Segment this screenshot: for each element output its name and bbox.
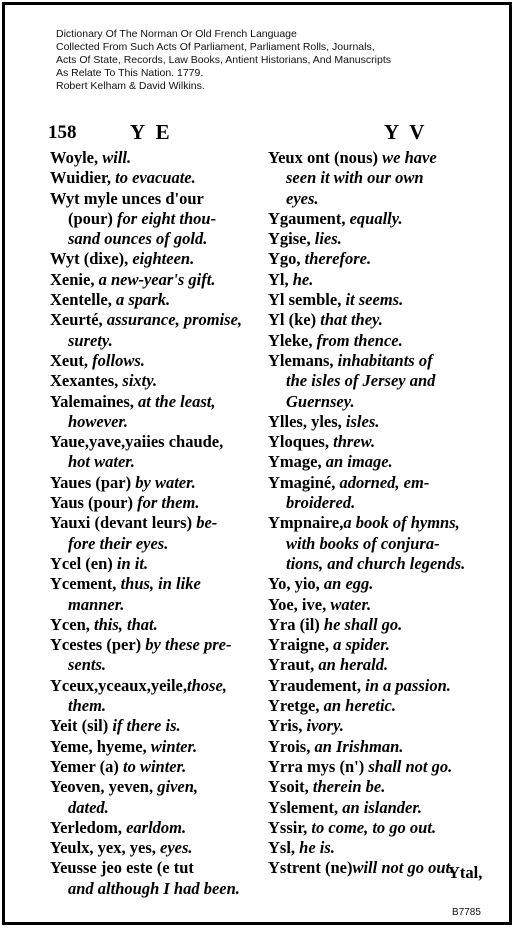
entry-line [268,209,490,229]
dictionary-entry [268,818,490,838]
headword: Yra (il) [268,614,324,634]
entry-line [50,757,272,777]
citation-header [56,28,496,93]
headword: Yaue,yave,yaiies chaude, [50,432,224,452]
definition: earldom. [126,817,187,837]
dictionary-entry [268,635,490,655]
dictionary-entry [50,493,272,513]
definition: manner. [68,594,125,614]
dictionary-entry [50,615,272,635]
dictionary-entry [268,716,490,736]
definition: he is. [299,838,335,858]
definition: dated. [68,797,109,817]
headword: Xenie, [50,269,99,289]
dictionary-entry [268,351,490,412]
entry-line [50,554,272,574]
headword: Yaues (par) [50,472,136,492]
headword: Xeut, [50,350,93,370]
dictionary-entry [50,635,272,676]
dictionary-entry [50,554,272,574]
entry-line [268,615,490,635]
dictionary-entry [268,676,490,696]
entry-line [268,270,490,290]
headword: Yrra mys (n') [268,756,369,776]
entry-line [50,838,272,858]
headword: Yraut, [268,655,319,675]
definition: given, [157,777,199,797]
headword: Yl semble, [268,290,346,310]
definition: will not go out. [352,858,455,878]
headword: Ycestes (per) [50,635,146,655]
dictionary-entry [50,351,272,371]
citation-line: As Relate To This Nation. 1779. [56,67,204,79]
entry-line [268,838,490,858]
dictionary-entry [268,696,490,716]
dictionary-entry [50,310,272,351]
definition: it seems. [345,290,404,310]
entry-line [268,148,490,168]
entry-line [50,595,272,615]
dictionary-entry [268,432,490,452]
entry-line [50,879,272,899]
definition: eyes. [160,838,193,858]
entry-line [50,858,272,878]
entry-line [268,168,490,188]
dictionary-entry [268,655,490,675]
definition: for them. [137,493,200,513]
dictionary-entry [268,838,490,858]
entry-line [268,554,490,574]
headword: Yloques, [268,432,334,452]
entry-line [50,270,272,290]
definition: in a passion. [365,675,451,695]
dictionary-entry [268,148,490,209]
dictionary-entry [268,270,490,290]
dictionary-entry [50,168,272,188]
entry-line [50,615,272,635]
headword: Yssir, [268,817,312,837]
definition: Guernsey. [286,391,355,411]
catchword: Ytal, [448,863,483,882]
definition: fore their eyes. [68,533,169,553]
entry-line [50,798,272,818]
dictionary-entry [50,290,272,310]
entry-line [50,168,272,188]
entry-line [268,716,490,736]
definition: shall not go. [368,756,453,776]
dictionary-entry [268,331,490,351]
headword: Yalemaines, [50,391,138,411]
entry-line [268,229,490,249]
entry-line [268,595,490,615]
dictionary-entry [50,716,272,736]
entry-line [50,737,272,757]
entry-line [268,676,490,696]
headword: Yeux ont (nous) [268,148,383,167]
definition: hot water. [68,452,135,472]
entry-line [268,696,490,716]
entry-line [268,371,490,391]
definition: an heretic. [323,696,397,716]
entry-line [50,818,272,838]
entry-line [50,189,272,209]
definition: therein be. [312,777,386,797]
definition: in it. [116,553,149,573]
definition: eyes. [286,188,319,208]
definition: tions, and church legends. [286,553,466,573]
headword: Yeulx, yex, yes, [50,838,160,858]
dictionary-entry [268,452,490,472]
headword: Yeit (sil) [50,716,113,736]
dictionary-entry [50,148,272,168]
entry-line [268,513,490,533]
dictionary-entry [50,777,272,818]
dictionary-entry [50,737,272,757]
entry-line [50,249,272,269]
headword: Ygaument, [268,208,350,228]
headword: (pour) [68,208,118,228]
definition: sixty. [122,371,158,391]
dictionary-entry [268,757,490,777]
entry-line [268,310,490,330]
definition: therefore. [304,249,372,269]
headword: Ympnaire, [268,513,344,533]
dictionary-entry [50,249,272,269]
dictionary-entry [50,838,272,858]
definition: by these pre- [145,635,232,655]
dictionary-entry [268,777,490,797]
definition: adorned, em- [339,472,430,492]
definition: the isles of Jersey and [286,371,436,391]
entry-line [50,452,272,472]
headword: Yslement, [268,797,343,817]
definition: that they. [320,310,383,330]
headword: Ymaginé, [268,472,340,492]
dictionary-entry [50,676,272,717]
entry-line [50,351,272,371]
entry-line [268,473,490,493]
entry-line [268,249,490,269]
entry-line [268,757,490,777]
definition: an herald. [318,655,389,675]
running-head [48,120,488,146]
definition: a spider. [333,635,390,655]
headword: Ycel (en) [50,553,117,573]
definition: for eight thou- [117,208,217,228]
definition: a book of hymns, [343,513,460,533]
headword: Yraigne, [268,635,334,655]
entry-line [50,412,272,432]
headword: Xentelle, [50,290,116,310]
dictionary-entry [268,595,490,615]
definition: an image. [325,452,393,472]
right-column [268,148,490,879]
citation-line: Collected From Such Acts Of Parliament, Parliament Rolls, Journals, [56,41,375,53]
headword: Ysoit, [268,777,313,797]
definition: and although I had been. [68,878,240,898]
headword: Yrois, [268,736,315,756]
definition: sand ounces of gold. [68,229,208,249]
definition: seen it with our own [286,168,424,188]
definition: surety. [68,330,113,350]
definition: those, [187,675,227,695]
definition: assurance, promise, [106,310,243,330]
definition: them. [68,696,107,716]
dictionary-entry [50,371,272,391]
headword: Wuidier, [50,168,116,188]
headword: Yaus (pour) [50,493,138,513]
dictionary-entry [268,737,490,757]
entry-line [268,331,490,351]
dictionary-entry [268,574,490,594]
definition: with books of conjura- [286,533,440,553]
citation-line: Robert Kelham & David Wilkins. [56,80,205,92]
definition: isles. [345,411,380,431]
dictionary-entry [268,473,490,514]
headword: Yemer (a) [50,756,123,776]
dictionary-entry [50,432,272,473]
definition: ivory. [306,716,344,736]
headword: Ystrent (ne) [268,858,353,878]
headword: Yeme, hyeme, [50,736,151,756]
definition: we have [382,148,437,167]
dictionary-entry [50,818,272,838]
definition: equally. [349,208,403,228]
definition: lies. [314,229,342,249]
entry-line [50,229,272,249]
headword: Ygise, [268,229,315,249]
headword: Woyle, [50,148,103,167]
headword: Yo, yio, [268,574,324,594]
entry-line [268,777,490,797]
headword: Yauxi (devant leurs) [50,513,197,533]
definition: an egg. [323,574,374,594]
entry-line [268,798,490,818]
dictionary-entry [50,189,272,250]
dictionary-entry [268,615,490,635]
entry-line [50,777,272,797]
left-column [50,148,272,899]
headword: Yraudement, [268,675,366,695]
entry-line [50,310,272,330]
entry-line [50,696,272,716]
headword: Xeurté, [50,310,107,330]
headword: Yeoven, yeven, [50,777,158,797]
entry-line [268,818,490,838]
dictionary-entry [50,574,272,615]
definition: an islander. [342,797,423,817]
headword: Yeusse jeo este (e tut [50,858,194,878]
headword: Ycen, [50,614,94,634]
entry-line [50,148,272,168]
entry-line [268,534,490,554]
entry-line [268,493,490,513]
entry-line [50,513,272,533]
entry-line [268,452,490,472]
definition: be- [196,513,218,533]
headword: Wyt (dixe), [50,249,133,269]
headword: Yris, [268,716,307,736]
headword: Ysl, [268,838,300,858]
headword: Ylles, yles, [268,411,346,431]
entry-line [50,574,272,594]
dictionary-entry [50,757,272,777]
dictionary-entry [50,513,272,554]
citation-line: Dictionary Of The Norman Or Old French Language [56,28,297,40]
headword: Ylemans, [268,350,338,370]
definition: he. [292,269,314,289]
headword: Yl, [268,269,293,289]
definition: from thence. [316,330,403,350]
entry-line [268,290,490,310]
dictionary-entry [268,229,490,249]
entry-line [50,290,272,310]
entry-line [50,209,272,229]
definition: by water. [135,472,196,492]
definition: inhabitants of [337,350,433,370]
entry-line [50,635,272,655]
definition: sents. [68,655,107,675]
headword: Yretge, [268,696,324,716]
headword: Yleke, [268,330,317,350]
definition: thus, in like [120,574,201,594]
definition: at the least, [138,391,216,411]
definition: a spark. [115,290,171,310]
headword: Yceux,yceaux,yeile, [50,675,188,695]
entry-line [50,392,272,412]
headword: Ymage, [268,452,326,472]
definition: if there is. [112,716,181,736]
definition: will. [102,148,132,167]
dictionary-entry [268,249,490,269]
entry-line [268,412,490,432]
headword: Yoe, ive, [268,594,331,614]
entry-line [268,737,490,757]
definition: threw. [333,432,376,452]
headword: Yl (ke) [268,310,321,330]
dictionary-entry [50,473,272,493]
dictionary-entry [268,513,490,574]
dictionary-entry [268,310,490,330]
dictionary-entry [50,392,272,433]
entry-line [50,371,272,391]
definition: eighteen. [132,249,195,269]
dictionary-entry [50,270,272,290]
entry-line [50,534,272,554]
definition: to come, to go out. [311,817,437,837]
running-head-right: Y V [384,120,428,144]
entry-line [50,716,272,736]
definition: winter. [150,736,198,756]
definition: this, that. [94,614,158,634]
entry-line [268,574,490,594]
headword: Yerledom, [50,817,127,837]
definition: he shall go. [323,614,403,634]
entry-line [268,351,490,371]
entry-line [268,635,490,655]
definition: broidered. [286,493,356,513]
citation-line: Acts Of State, Records, Law Books, Antient Historians, And Manuscripts [56,54,391,66]
dictionary-entry [268,798,490,818]
entry-line [50,655,272,675]
headword: Ycement, [50,574,121,594]
dictionary-entry [268,290,490,310]
dictionary-entry [50,858,272,899]
definition: to winter. [123,756,187,776]
definition: a new-year's gift. [98,269,216,289]
running-head-left: Y E [130,120,173,144]
headword: Xexantes, [50,371,123,391]
footer-code: B7785 [452,907,481,918]
entry-line [50,676,272,696]
entry-line [50,432,272,452]
definition: follows. [92,350,145,370]
definition: an Irishman. [314,736,404,756]
entry-line [268,655,490,675]
entry-line [50,473,272,493]
dictionary-entry [268,209,490,229]
entry-line [50,493,272,513]
entry-line [268,432,490,452]
headword: Wyt myle unces d'our [50,188,204,208]
definition: however. [68,411,129,431]
entry-line [268,392,490,412]
definition: to evacuate. [115,168,196,188]
dictionary-entry [268,412,490,432]
definition: water. [330,594,372,614]
entry-line [268,189,490,209]
page-number: 158 [48,122,77,143]
headword: Ygo, [268,249,305,269]
entry-line [50,331,272,351]
